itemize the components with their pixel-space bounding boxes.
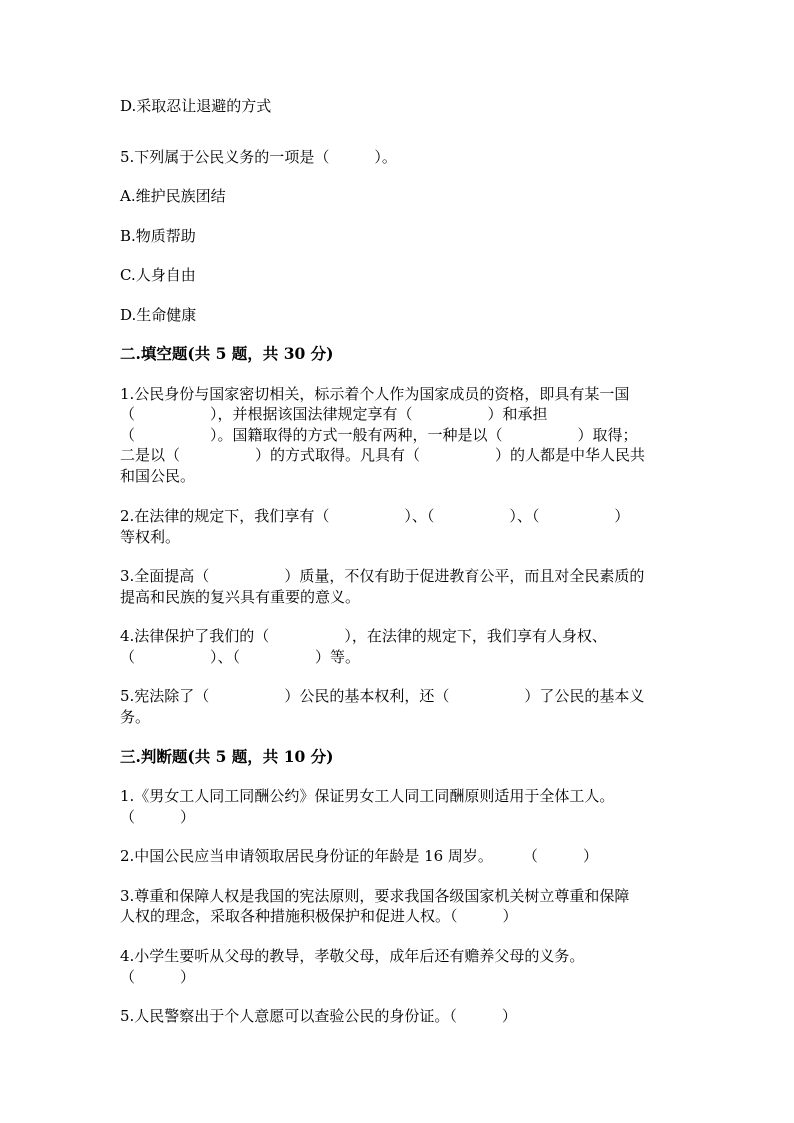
fill-q1-line1: 1.公民身份与国家密切相关，标示着个人作为国家成员的资格，即具有某一国 (120, 385, 630, 403)
q5-option-c: C.人身自由 (120, 266, 196, 284)
fill-q1-line3: （ ）。国籍取得的方式一般有两种，一种是以（ ）取得； (120, 426, 638, 444)
fill-q3-line2: 提高和民族的复兴具有重要的意义。 (120, 588, 361, 606)
section2-heading: 二.填空题(共 5 题，共 30 分) (120, 344, 334, 363)
fill-q2-line1: 2.在法律的规定下，我们享有（ ）、（ ）、（ ） (120, 507, 630, 525)
q5-stem: 5.下列属于公民义务的一项是（ ）。 (120, 148, 397, 166)
judge-q1-line2: （ ） (120, 808, 196, 826)
fill-q1-line5: 和国公民。 (120, 467, 196, 485)
fill-q1-line2: （ ），并根据该国法律规定享有（ ）和承担 (120, 405, 548, 423)
judge-q4-line2: （ ） (120, 968, 196, 986)
judge-q3-line1: 3.尊重和保障人权是我国的宪法原则，要求我国各级国家机关树立尊重和保障 (120, 887, 630, 905)
judge-q4-line1: 4.小学生要听从父母的教导，孝敬父母，成年后还有赡养父母的义务。 (120, 947, 585, 965)
q5-option-a: A.维护民族团结 (120, 187, 226, 205)
fill-q1-line4: 二是以（ ）的方式取得。凡具有（ ）的人都是中华人民共 (120, 446, 646, 464)
q4-option-d: D.采取忍让退避的方式 (120, 97, 272, 115)
judge-q2-line1: 2.中国公民应当申请领取居民身份证的年龄是 16 周岁。 （ ） (120, 847, 598, 865)
fill-q2-line2: 等权利。 (120, 528, 181, 546)
q5-option-d: D.生命健康 (120, 306, 197, 324)
fill-q5-line2: 务。 (120, 708, 151, 726)
judge-q1-line1: 1.《男女工人同工同酬公约》保证男女工人同工同酬原则适用于全体工人。 (120, 787, 615, 805)
fill-q3-line1: 3.全面提高（ ）质量，不仅有助于促进教育公平，而且对全民素质的 (120, 567, 645, 585)
fill-q5-line1: 5.宪法除了（ ）公民的基本权利，还（ ）了公民的基本义 (120, 687, 645, 705)
q5-option-b: B.物质帮助 (120, 227, 196, 245)
fill-q4-line2: （ ）、（ ）等。 (120, 648, 361, 666)
fill-q4-line1: 4.法律保护了我们的（ ），在法律的规定下，我们享有人身权、 (120, 627, 607, 645)
judge-q3-line2: 人权的理念，采取各种措施积极保护和促进人权。（ ） (120, 907, 518, 925)
judge-q5-line1: 5.人民警察出于个人意愿可以查验公民的身份证。（ ） (120, 1007, 517, 1025)
section3-heading: 三.判断题(共 5 题，共 10 分) (120, 747, 334, 766)
